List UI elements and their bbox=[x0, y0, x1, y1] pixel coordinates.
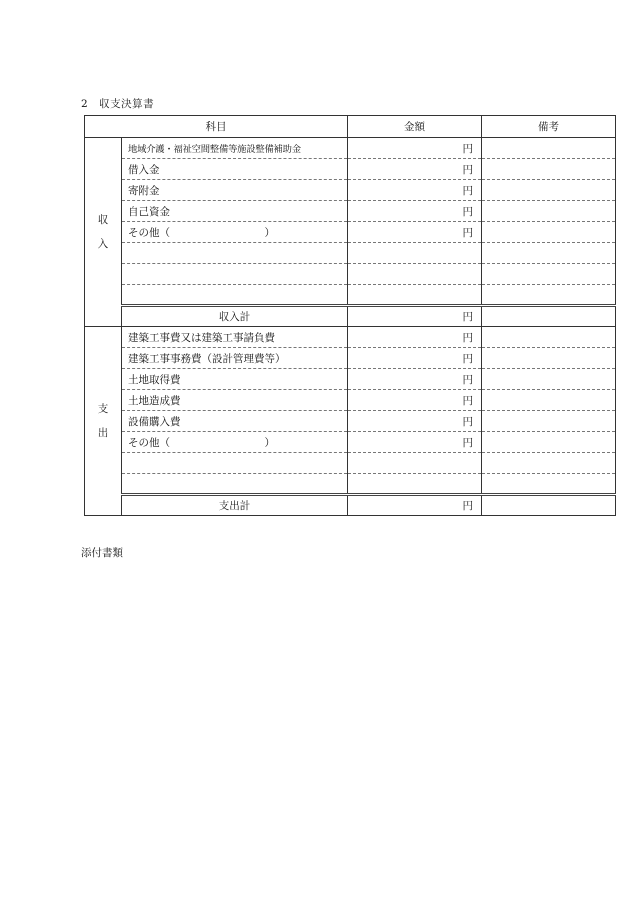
expense-amount-input[interactable]: 円 bbox=[348, 432, 482, 453]
expense-remarks-input[interactable] bbox=[482, 432, 616, 453]
expense-remarks-input[interactable] bbox=[482, 411, 616, 432]
expense-amount-input[interactable]: 円 bbox=[348, 369, 482, 390]
income-total-row bbox=[85, 306, 616, 327]
expense-item-label[interactable] bbox=[122, 474, 348, 495]
expense-remarks-input[interactable] bbox=[482, 390, 616, 411]
income-remarks-input[interactable] bbox=[482, 243, 616, 264]
header-subject: 科目 bbox=[85, 116, 348, 138]
table-row bbox=[85, 285, 616, 306]
income-item-label: 地域介護・福祉空間整備等施設整備補助金 bbox=[122, 138, 348, 159]
expense-item-label: 土地取得費 bbox=[122, 369, 348, 390]
income-item-label: 自己資金 bbox=[122, 201, 348, 222]
expense-total-amount[interactable]: 円 bbox=[348, 495, 482, 516]
income-item-label[interactable] bbox=[122, 264, 348, 285]
expense-remarks-input[interactable] bbox=[482, 348, 616, 369]
table-row bbox=[85, 474, 616, 495]
income-remarks-input[interactable] bbox=[482, 264, 616, 285]
table-row bbox=[85, 411, 616, 432]
expense-section bbox=[85, 327, 616, 516]
income-amount-input[interactable]: 円 bbox=[348, 138, 482, 159]
header-remarks: 備考 bbox=[482, 116, 616, 138]
income-amount-input[interactable]: 円 bbox=[348, 222, 482, 243]
income-amount-input[interactable] bbox=[348, 285, 482, 306]
table-row bbox=[85, 390, 616, 411]
table-row bbox=[85, 159, 616, 180]
income-remarks-input[interactable] bbox=[482, 222, 616, 243]
expense-total-label: 支出計 bbox=[122, 495, 348, 516]
income-remarks-input[interactable] bbox=[482, 138, 616, 159]
table-row bbox=[85, 327, 616, 348]
income-total-amount[interactable]: 円 bbox=[348, 306, 482, 327]
expense-remarks-input[interactable] bbox=[482, 327, 616, 348]
income-remarks-input[interactable] bbox=[482, 285, 616, 306]
income-item-label: 寄附金 bbox=[122, 180, 348, 201]
income-amount-input[interactable] bbox=[348, 264, 482, 285]
expense-total-row bbox=[85, 495, 616, 516]
expense-item-label[interactable] bbox=[122, 453, 348, 474]
expense-group-label: 支 出 bbox=[85, 327, 122, 516]
expense-amount-input[interactable]: 円 bbox=[348, 327, 482, 348]
table-row bbox=[85, 222, 616, 243]
table-row bbox=[85, 453, 616, 474]
income-total-label: 収入計 bbox=[122, 306, 348, 327]
income-remarks-input[interactable] bbox=[482, 180, 616, 201]
attachments-label: 添付書類 bbox=[81, 547, 123, 559]
settlement-table bbox=[84, 115, 616, 516]
income-group-label: 収 入 bbox=[85, 138, 122, 327]
income-item-label: 借入金 bbox=[122, 159, 348, 180]
expense-item-label: その他（ ） bbox=[122, 432, 348, 453]
header-amount: 金額 bbox=[348, 116, 482, 138]
income-amount-input[interactable]: 円 bbox=[348, 201, 482, 222]
income-amount-input[interactable]: 円 bbox=[348, 159, 482, 180]
expense-amount-input[interactable] bbox=[348, 453, 482, 474]
table-row bbox=[85, 348, 616, 369]
income-remarks-input[interactable] bbox=[482, 201, 616, 222]
expense-amount-input[interactable]: 円 bbox=[348, 348, 482, 369]
expense-amount-input[interactable]: 円 bbox=[348, 411, 482, 432]
table-row bbox=[85, 264, 616, 285]
table-row bbox=[85, 432, 616, 453]
income-section bbox=[85, 138, 616, 327]
expense-total-remarks[interactable] bbox=[482, 495, 616, 516]
table-row bbox=[85, 369, 616, 390]
expense-item-label: 設備購入費 bbox=[122, 411, 348, 432]
expense-remarks-input[interactable] bbox=[482, 474, 616, 495]
table-row bbox=[85, 138, 616, 159]
table-row bbox=[85, 201, 616, 222]
income-amount-input[interactable]: 円 bbox=[348, 180, 482, 201]
section-title: 2 収支決算書 bbox=[81, 98, 155, 110]
expense-remarks-input[interactable] bbox=[482, 369, 616, 390]
income-remarks-input[interactable] bbox=[482, 159, 616, 180]
income-item-label[interactable] bbox=[122, 285, 348, 306]
expense-remarks-input[interactable] bbox=[482, 453, 616, 474]
expense-item-label: 建築工事費又は建築工事請負費 bbox=[122, 327, 348, 348]
income-item-label: その他（ ） bbox=[122, 222, 348, 243]
expense-item-label: 建築工事事務費（設計管理費等） bbox=[122, 348, 348, 369]
income-item-label[interactable] bbox=[122, 243, 348, 264]
expense-amount-input[interactable] bbox=[348, 474, 482, 495]
expense-amount-input[interactable]: 円 bbox=[348, 390, 482, 411]
table-row bbox=[85, 180, 616, 201]
income-total-remarks[interactable] bbox=[482, 306, 616, 327]
income-amount-input[interactable] bbox=[348, 243, 482, 264]
expense-item-label: 土地造成費 bbox=[122, 390, 348, 411]
table-header-row bbox=[85, 116, 616, 138]
table-row bbox=[85, 243, 616, 264]
